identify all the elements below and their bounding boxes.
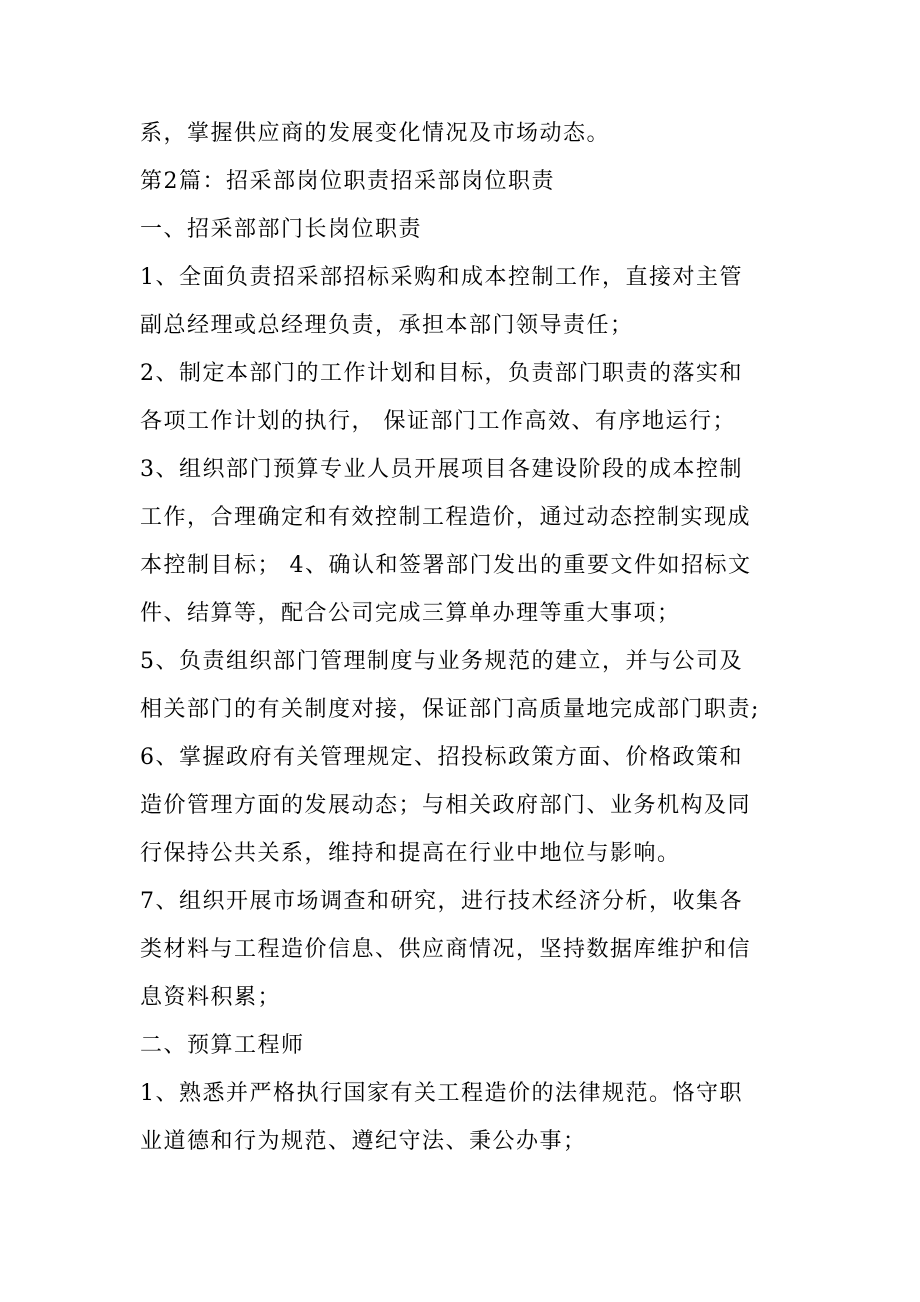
text-line: 副总经理或总经理负责，承担本部门领导责任；	[140, 313, 634, 338]
text-line: 各项工作计划的执行， 保证部门工作高效、有序地运行；	[140, 409, 736, 434]
section-heading: 第2篇：招采部岗位职责招采部岗位职责	[140, 169, 555, 194]
text-line: 2、制定本部门的工作计划和目标，负责部门职责的落实和	[140, 361, 743, 386]
text-line: 系，掌握供应商的发展变化情况及市场动态。	[140, 121, 611, 146]
text-line: 相关部门的有关制度对接，保证部门高质量地完成部门职责;	[140, 697, 760, 722]
document-page	[140, 110, 785, 1166]
text-line: 件、结算等，配合公司完成三算单办理等重大事项；	[140, 601, 681, 626]
text-line: 7、组织开展市场调查和研究，进行技术经济分析，收集各	[140, 889, 743, 914]
text-line: 6、掌握政府有关管理规定、招投标政策方面、价格政策和	[140, 745, 743, 770]
text-line: 1、全面负责招采部招标采购和成本控制工作，直接对主管	[140, 265, 743, 290]
text-line: 息资料积累；	[140, 985, 282, 1010]
text-line: 工作，合理确定和有效控制工程造价，通过动态控制实现成	[140, 505, 752, 530]
subsection-heading: 一、招采部部门长岗位职责	[140, 217, 423, 242]
text-line: 类材料与工程造价信息、供应商情况，坚持数据库维护和信	[140, 937, 752, 962]
text-line: 5、负责组织部门管理制度与业务规范的建立，并与公司及	[140, 649, 743, 674]
text-line: 行保持公共关系，维持和提高在行业中地位与影响。	[140, 841, 681, 866]
subsection-heading: 二、预算工程师	[140, 1033, 305, 1058]
text-line: 3、组织部门预算专业人员开展项目各建设阶段的成本控制	[140, 457, 743, 482]
text-line: 业道德和行为规范、遵纪守法、秉公办事；	[140, 1129, 587, 1154]
text-line: 造价管理方面的发展动态；与相关政府部门、业务机构及同	[140, 793, 752, 818]
text-line: 1、熟悉并严格执行国家有关工程造价的法律规范。恪守职	[140, 1081, 743, 1106]
text-line: 本控制目标； 4、确认和签署部门发出的重要文件如招标文	[140, 553, 752, 578]
